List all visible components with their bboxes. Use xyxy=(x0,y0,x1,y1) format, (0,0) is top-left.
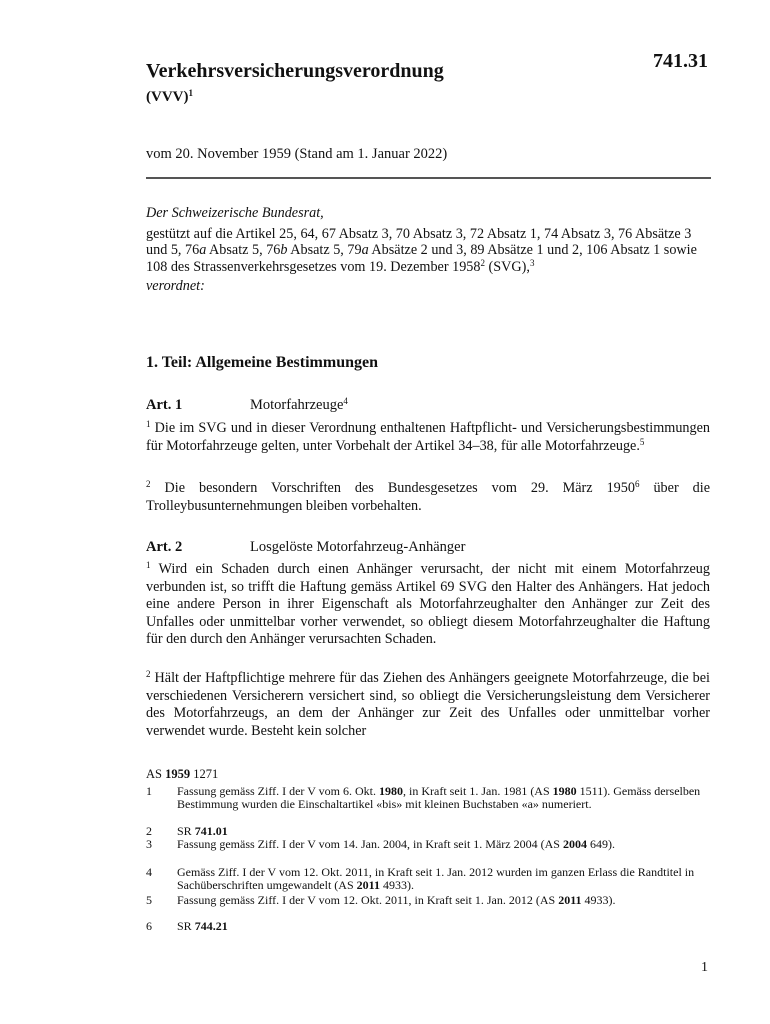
footnote-number: 1 xyxy=(146,784,152,798)
page-number: 1 xyxy=(701,960,708,975)
sr-number: 741.31 xyxy=(653,50,708,72)
preamble xyxy=(146,205,710,295)
footnote-text: Gemäss Ziff. I der V vom 12. Okt. 2011, in Kraft seit 1. Jan. 2012 wurden im ganzen Erlass die Randtitel in Sachüberschriften umgewandelt (AS 2011 4933). xyxy=(177,865,695,893)
footnote-text: Fassung gemäss Ziff. I der V vom 12. Okt. 2011, in Kraft seit 1. Jan. 2012 (AS 2011 4933). xyxy=(177,893,616,907)
article-heading xyxy=(146,539,465,556)
footnote xyxy=(146,838,706,866)
article-paragraph: $^1$ Wird ein Schaden durch einen Anhänger verursacht, der nicht mit einem Motorfahrzeug verbunden ist, so trifft die Haftung gemäss Artikel 69 SVG den Halter des Anhängers. Hat jedoch eine andere Person in ihrer Eigenschaft als Motorfahrzeughalter den Anhänger zur Zeit des Unfalles oder unmittelbar vorher verwendet, so obliegt diesem Motorfahrzeughalter die Haftung für den durch den Anhänger verursachten Schaden. xyxy=(146,560,710,648)
footnote xyxy=(146,785,706,827)
article-paragraph: $^1$ Die im SVG und in dieser Verordnung enthaltenen Haftpflicht- und Versicherungsbestimmungen für Motorfahrzeuge gelten, unter Vorbehalt der Artikel 34–38, für alle Motorfahrzeuge.$^5$ xyxy=(146,419,710,454)
footnote-source: AS 1959 1271 xyxy=(146,767,219,781)
footnote-number: 4 xyxy=(146,865,152,879)
footnote-number: 2 xyxy=(146,824,152,838)
footnote xyxy=(146,920,706,934)
preamble-authority: Der Schweizerische Bundesrat, xyxy=(146,205,324,221)
article-heading xyxy=(146,397,348,414)
footnote-text: SR 741.01 xyxy=(177,824,228,838)
footnote-ref[interactable]: 4 xyxy=(343,396,348,406)
footnote-number: 5 xyxy=(146,893,152,907)
title-abbreviation: (VVV)$^1$ xyxy=(146,88,193,105)
footnote xyxy=(146,894,706,922)
article-paragraph: $^2$ Die besondern Vorschriften des Bundesgesetzes vom 29. März 1950$^6$ über die Trolleybusunternehmungen bleiben vorbehalten. xyxy=(146,479,711,514)
footnote-ref[interactable]: 2 xyxy=(480,257,485,268)
article-number: Art. 2 xyxy=(146,539,183,555)
preamble-decree: verordnet: xyxy=(146,278,205,295)
article-paragraph: $^2$ Hält der Haftpflichtige mehrere für das Ziehen des Anhängers geeignete Motorfahrzeuge, die bei verschiedenen Versicherern versichert sind, so obliegt die Versicherungsleistung dem Versicherer des Motorfahrzeugs, an dem der Anhänger zur Zeit des Unfalles oder unmittelbar vorher verwendet wurde. Besteht kein solcher xyxy=(146,669,710,739)
footnote-ref[interactable]: 1 xyxy=(188,88,193,98)
article-number: Art. 1 xyxy=(146,397,183,413)
page-title: Verkehrsversicherungsverordnung xyxy=(146,60,444,82)
footnote-ref[interactable]: 5 xyxy=(639,436,645,447)
date-line: vom 20. November 1959 (Stand am 1. Januar 2022) xyxy=(146,146,448,162)
footnote-ref[interactable]: 6 xyxy=(634,479,640,489)
article-title: Motorfahrzeuge xyxy=(250,397,344,413)
footnote-ref[interactable]: 3 xyxy=(529,257,535,268)
header-divider xyxy=(146,177,711,179)
article-title: Losgelöste Motorfahrzeug-Anhänger xyxy=(250,539,466,555)
footnote-text: Fassung gemäss Ziff. I der V vom 14. Jan. 2004, in Kraft seit 1. März 2004 (AS 2004 649). xyxy=(177,837,615,851)
part-heading: 1. Teil: Allgemeine Bestimmungen xyxy=(146,354,378,371)
footnote-number: 6 xyxy=(146,919,152,933)
footnote xyxy=(146,866,706,894)
footnote-number: 3 xyxy=(146,837,152,851)
footnote-text: SR 744.21 xyxy=(177,919,228,933)
preamble-basis: gestützt auf die Artikel 25, 64, 67 Absatz 3, 70 Absatz 3, 72 Absatz 1, 74 Absatz 3, 76 Absätze 3 und 5, 76a Absatz 5, 76b Absatz 5, 79a Absätze 2 und 3, 89 Absätze 1 und 2, 106 Absatz 1 sowie 108 des Strassenverkehrsgesetzes vom 19. Dezember 1958$^2$ (SVG),$^3$ xyxy=(146,225,697,275)
footnote-text: Fassung gemäss Ziff. I der V vom 6. Okt. 1980, in Kraft seit 1. Jan. 1981 (AS 1980 1511). Gemäss derselben Bestimmung wurden die Einschaltartikel «bis» mit kleinen Buchstaben «a» numeriert. xyxy=(177,784,701,812)
